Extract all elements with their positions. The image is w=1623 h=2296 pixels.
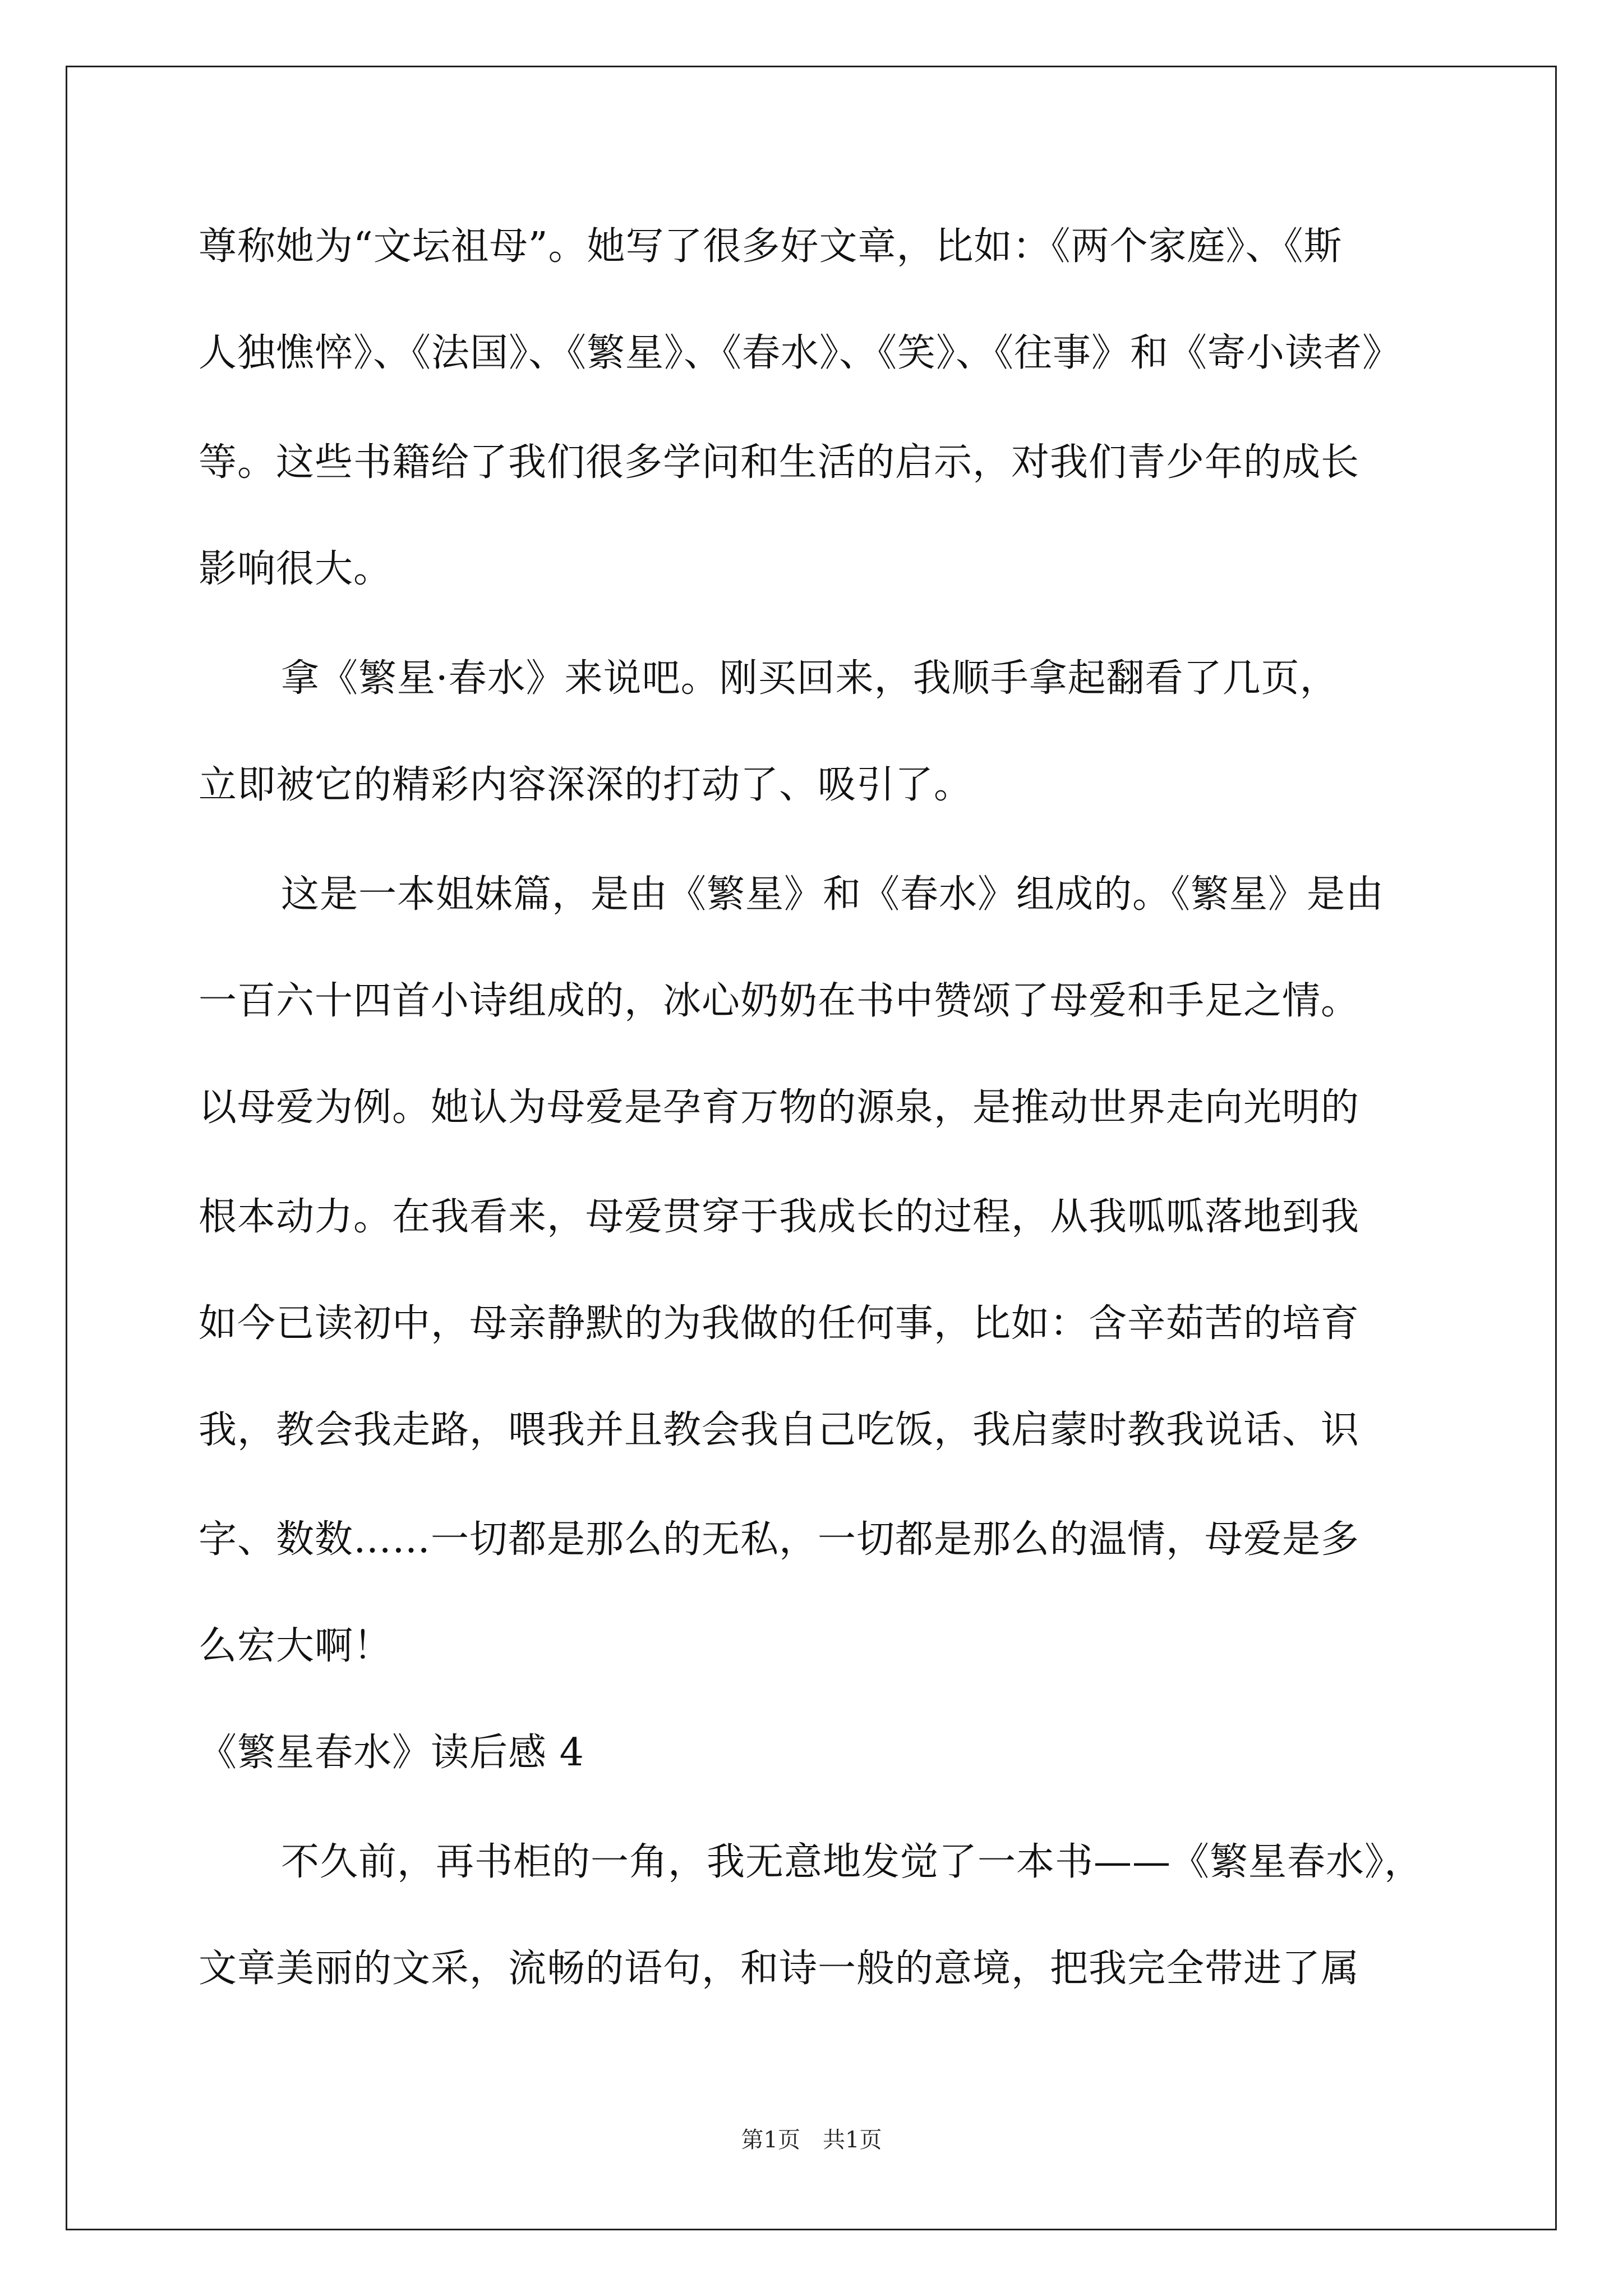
paragraph-first-line: 拿《繁星·春水》来说吧。刚买回来，我顺手拿起翻看了几页，	[281, 656, 1339, 701]
text-line: 等。这些书籍给了我们很多学问和生活的启示，对我们青少年的成长	[199, 440, 1360, 485]
text-line: 以母爱为例。她认为母爱是孕育万物的源泉，是推动世界走向光明的	[199, 1085, 1360, 1130]
paragraph-first-line: 这是一本姐妹篇，是由《繁星》和《春水》组成的。《繁星》是由	[281, 872, 1385, 917]
text-line: 字、数数……一切都是那么的无私，一切都是那么的温情，母爱是多	[199, 1517, 1360, 1562]
text-line: 根本动力。在我看来，母爱贯穿于我成长的过程，从我呱呱落地到我	[199, 1195, 1360, 1239]
text-line: 立即被它的精彩内容深深的打动了、吸引了。	[199, 763, 973, 807]
text-line: 影响很大。	[199, 547, 393, 591]
text-line: 文章美丽的文采，流畅的语句，和诗一般的意境，把我完全带进了属	[199, 1947, 1360, 1991]
text-line: 么宏大啊！	[199, 1624, 393, 1668]
section-heading: 《繁星春水》读后感 4	[199, 1731, 584, 1775]
text-line: 尊称她为“文坛祖母”。她写了很多好文章，比如：《两个家庭》、《斯	[199, 224, 1343, 269]
text-line: 如今已读初中，母亲静默的为我做的任何事，比如：含辛茹苦的培育	[199, 1301, 1360, 1346]
text-line: 人独憔悴》、《法国》、《繁星》、《春水》、《笑》、《往事》和《寄小读者》	[199, 331, 1401, 375]
page-number-footer: 第1页 共1页	[741, 2127, 882, 2153]
text-line: 我，教会我走路，喂我并且教会我自己吃饭，我启蒙时教我说话、识	[199, 1408, 1360, 1452]
text-line: 一百六十四首小诗组成的，冰心奶奶在书中赞颂了母爱和手足之情。	[199, 979, 1360, 1023]
paragraph-first-line: 不久前，再书柜的一角，我无意地发觉了一本书——《繁星春水》，	[281, 1840, 1423, 1884]
page-border	[66, 66, 1557, 2230]
